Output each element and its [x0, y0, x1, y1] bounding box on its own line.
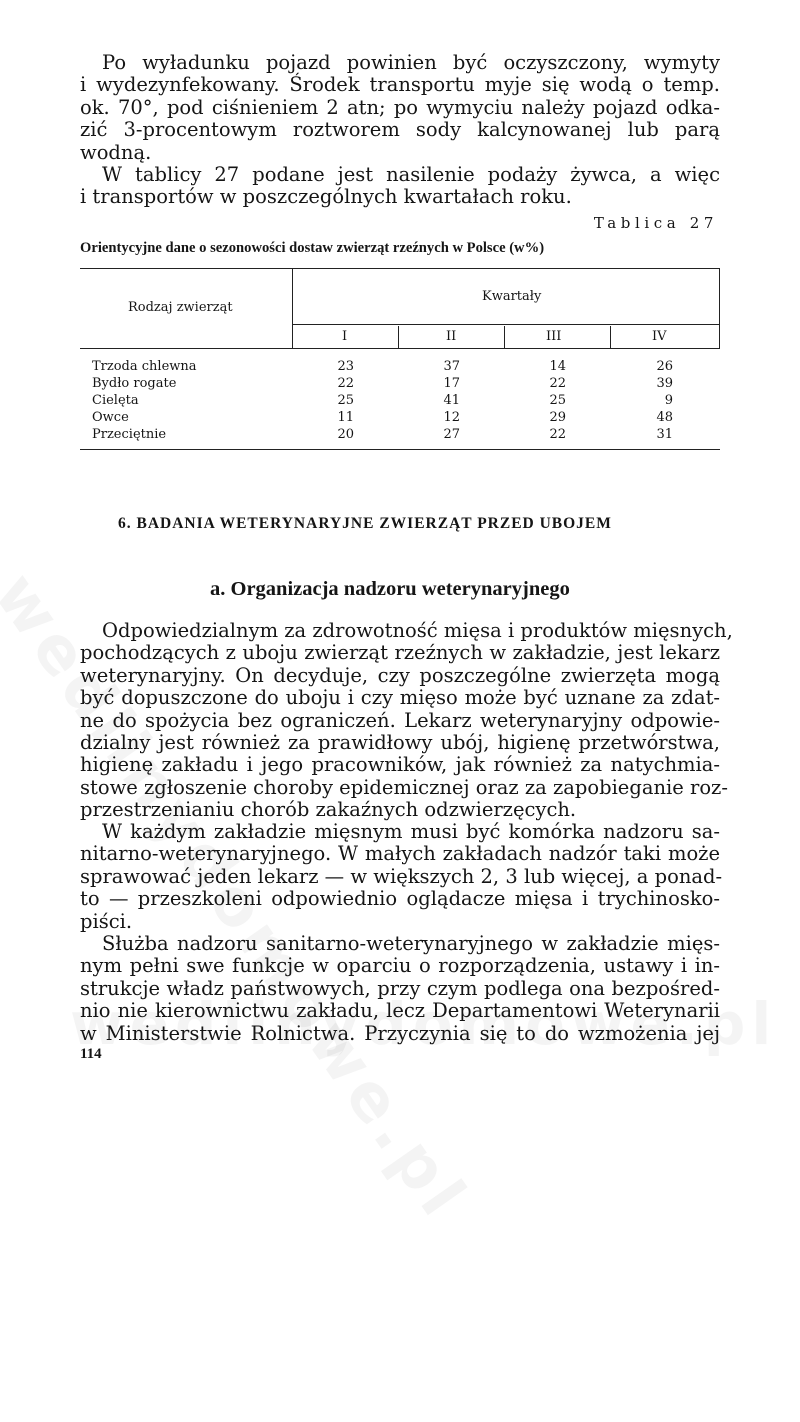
text-line: W tablicy 27 podane jest nasilenie podaży żywca, a więc [102, 163, 720, 186]
text-line: strukcje władz państwowych, przy czym podlega ona bezpośred- [80, 976, 720, 1000]
cell-value: 12 [443, 410, 460, 425]
row-label: Owce [92, 410, 129, 425]
cell-value: 25 [337, 393, 354, 408]
text-line: to — przeszkoleni odpowiednio oglądacze mięsa i trychinosko- [80, 887, 720, 911]
data-table [80, 268, 720, 450]
text-line: piści. [80, 909, 133, 933]
row-label: Bydło rogate [92, 376, 177, 391]
text-line: przestrzenianiu chorób zakaźnych odzwierzęcych. [80, 798, 577, 822]
cell-value: 29 [549, 410, 566, 425]
text-line: w Ministerstwie Rolnictwa. Przyczynia się to do wzmożenia jej [80, 1021, 720, 1045]
table-rule-top [80, 268, 720, 269]
row-header: Rodzaj zwierząt [128, 300, 233, 315]
cell-value: 9 [664, 393, 673, 408]
text-line: ne do spożycia bez ograniczeń. Lekarz weterynaryjny odpowie- [80, 708, 720, 732]
text-line: wodną. [80, 140, 152, 164]
text-line: weterynaryjny. On decyduje, czy poszczególne zwierzęta mogą [80, 663, 720, 687]
body-paragraph-2 [80, 820, 723, 933]
text-line: i transportów w poszczególnych kwartałach roku. [80, 185, 572, 209]
text-line: być dopuszczone do uboju i czy mięso może być uznane za zdat- [80, 686, 720, 710]
text-line: Służba nadzoru sanitarno-weterynaryjnego w zakładzie mięs- [102, 932, 720, 955]
cell-value: 22 [549, 427, 566, 442]
cell-value: 39 [656, 376, 673, 391]
table-edge-right [719, 268, 720, 348]
subsection-title: a. Organizacja nadzoru weterynaryjnego [210, 578, 570, 600]
text-line: sprawować jeden lekarz — w większych 2, 3 lub więcej, a ponad- [80, 864, 723, 888]
table-rule-group [292, 324, 720, 325]
body-paragraph-3 [80, 933, 720, 1045]
row-label: Cielęta [92, 393, 139, 408]
cell-value: 14 [549, 359, 566, 374]
section-title: 6. BADANIA WETERYNARYJNE ZWIERZĄT PRZED UBOJEM [118, 515, 612, 532]
text-line: W każdym zakładzie mięsnym musi być komórka nadzoru sa- [102, 820, 720, 843]
row-label: Trzoda chlewna [92, 359, 197, 374]
cell-value: 37 [443, 359, 460, 374]
cell-value: 26 [656, 359, 673, 374]
column-header: III [546, 329, 562, 344]
cell-value: 48 [656, 410, 673, 425]
column-header: IV [652, 329, 667, 344]
group-header: Kwartały [482, 289, 542, 304]
text-line: dzialny jest również za prawidłowy ubój, higienę przetwórstwa, [80, 731, 720, 755]
column-header: I [342, 329, 348, 344]
table-divider [398, 326, 399, 348]
text-line: pochodzących z uboju zwierząt rzeźnych w zakładzie, jest lekarz [80, 641, 720, 665]
text-line: nym pełni swe funkcje w oparciu o rozporządzenia, ustawy i in- [80, 954, 720, 978]
row-label: Przeciętnie [92, 427, 167, 442]
table-label: Tablica 27 [593, 214, 718, 232]
cell-value: 23 [337, 359, 354, 374]
cell-value: 20 [337, 427, 354, 442]
body-paragraph-1 [80, 619, 733, 822]
cell-value: 25 [549, 393, 566, 408]
intro-paragraph-2 [80, 164, 720, 209]
text-line: Po wyładunku pojazd powinien być oczyszczony, wymyty [102, 51, 720, 74]
text-line: zić 3-procentowym roztworem sody kalcynowanej lub parą [80, 118, 720, 142]
intro-paragraph-1 [80, 52, 720, 164]
text-line: higienę zakładu i jego pracowników, jak również za natychmia- [80, 753, 720, 777]
cell-value: 17 [443, 376, 460, 391]
page-number: 114 [80, 1046, 102, 1062]
text-line: stowe zgłoszenie choroby epidemicznej oraz za zapobieganie roz- [80, 775, 728, 799]
table-divider-label [292, 268, 293, 348]
table-divider [504, 326, 505, 348]
cell-value: 22 [549, 376, 566, 391]
table-caption: Orientycyjne dane o sezonowości dostaw zwierząt rzeźnych w Polsce (w%) [80, 240, 545, 256]
table-divider [610, 326, 611, 348]
cell-value: 22 [337, 376, 354, 391]
cell-value: 11 [337, 410, 354, 425]
text-line: Odpowiedzialnym za zdrowotność mięsa i produktów mięsnych, [102, 619, 733, 642]
table-rule-header [80, 348, 720, 349]
cell-value: 27 [443, 427, 460, 442]
text-line: nio nie kierownictwu zakładu, lecz Departamentowi Weterynarii [80, 999, 720, 1023]
text-line: nitarno-weterynaryjnego. W małych zakładach nadzór taki może [80, 842, 720, 866]
column-header: II [446, 329, 457, 344]
cell-value: 31 [656, 427, 673, 442]
cell-value: 41 [443, 393, 460, 408]
text-line: ok. 70°, pod ciśnieniem 2 atn; po wymyciu należy pojazd odka- [80, 95, 720, 119]
table-rule-bottom [80, 449, 720, 450]
text-line: i wydezynfekowany. Środek transportu myje się wodą o temp. [80, 73, 720, 97]
